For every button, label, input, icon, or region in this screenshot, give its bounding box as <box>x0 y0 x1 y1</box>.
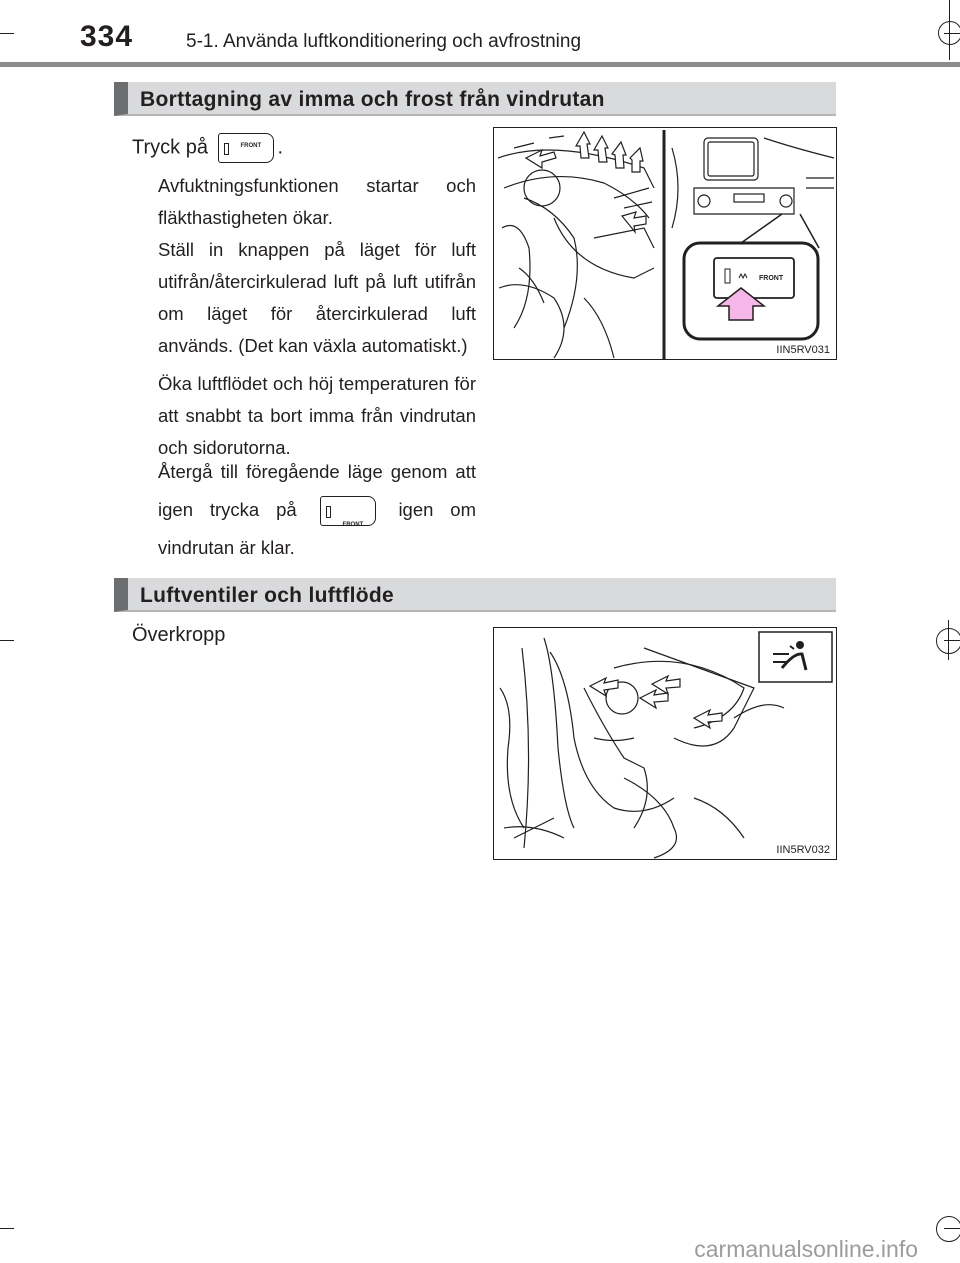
figure-button-label: FRONT <box>759 275 784 282</box>
crop-mark <box>0 1228 14 1229</box>
step-text <box>158 453 476 567</box>
airflow-illustration <box>493 627 837 860</box>
button-label: FRONT <box>342 522 364 529</box>
figure-code: IIN5RV032 <box>776 844 830 856</box>
car-interior-drawing <box>494 628 837 860</box>
intro-period: . <box>277 136 284 159</box>
step-text: Avfuktningsfunktionen startar och fläkthastigheten ökar. <box>158 175 476 228</box>
front-defroster-button-icon <box>320 496 376 529</box>
crop-mark <box>948 620 949 660</box>
indicator-light-icon <box>224 143 229 155</box>
registration-mark <box>936 1216 960 1242</box>
figure-code: IIN5RV031 <box>776 344 830 356</box>
defroster-illustration <box>493 127 837 360</box>
indicator-light-icon <box>326 506 331 518</box>
header-rule <box>0 62 960 67</box>
crop-mark <box>949 0 950 60</box>
intro-line <box>132 133 283 163</box>
airflow-mode-label: Överkropp <box>132 624 226 646</box>
step4-text-end: igen om vindrutan är klar. <box>158 499 476 558</box>
crop-mark <box>0 640 14 641</box>
section-heading-text: Borttagning av imma och frost från vindrutan <box>140 88 605 111</box>
intro-text: Tryck på <box>132 136 208 159</box>
step-text: Öka luftflödet och höj temperaturen för att snabbt ta bort imma från vindrutan och sidorutorna. <box>158 373 476 458</box>
section-heading <box>114 82 836 116</box>
step4-text: Återgå till föregående läge genom att igen trycka på <box>158 461 476 520</box>
watermark: carmanualsonline.info <box>694 1236 918 1262</box>
step-text: Ställ in knappen på läget för luft utifrån/återcirkulerad luft på luft utifrån om läget för återcirkulerad luft används. (Det kan växla automatiskt.) <box>158 239 476 356</box>
page-number: 334 <box>80 20 134 53</box>
section-heading-text: Luftventiler och luftflöde <box>140 584 394 607</box>
button-label: FRONT <box>240 143 262 149</box>
section-heading <box>114 578 836 612</box>
car-interior-drawing <box>494 128 837 360</box>
chapter-title: 5-1. Använda luftkonditionering och avfrostning <box>186 31 582 52</box>
crop-mark <box>0 33 14 34</box>
front-defroster-button-icon <box>218 133 274 163</box>
